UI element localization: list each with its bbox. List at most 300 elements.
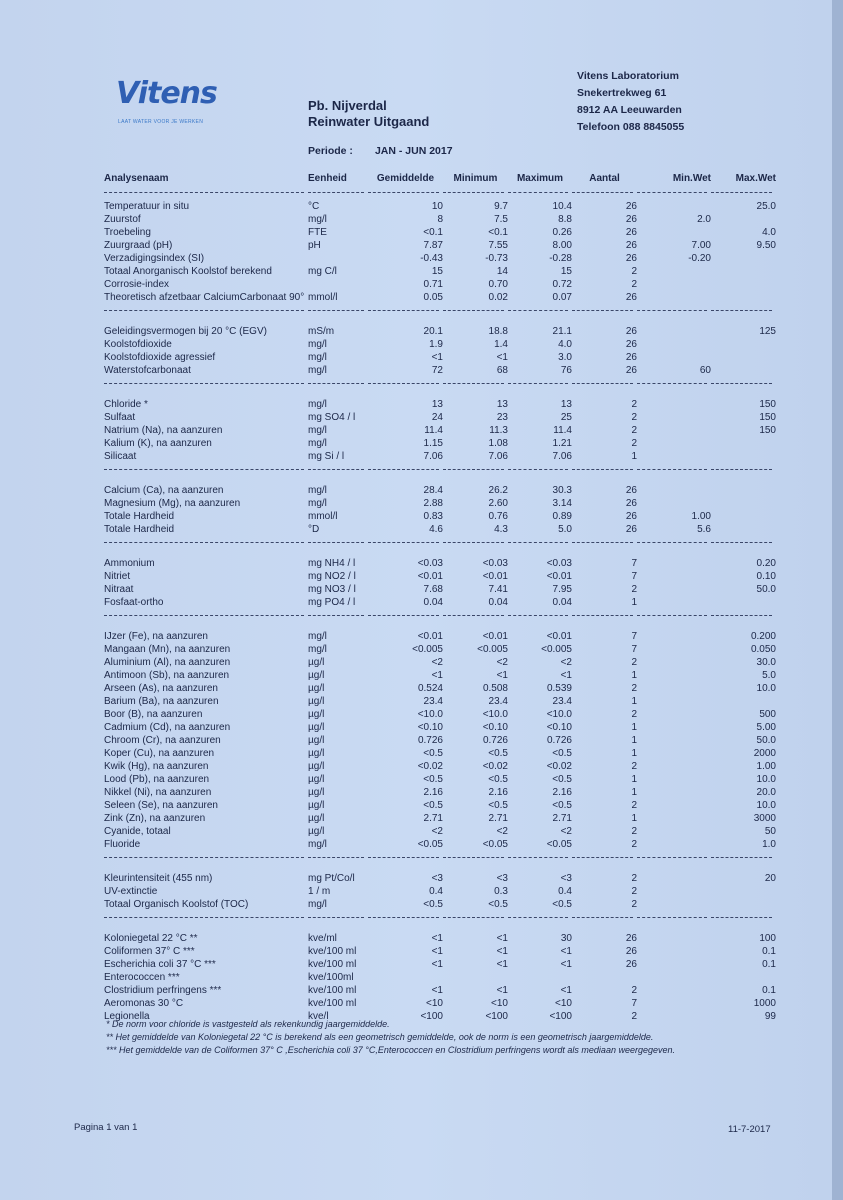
cell — [637, 265, 711, 278]
cell: Kleurintensiteit (455 nm) — [104, 873, 213, 884]
cell — [637, 799, 711, 812]
separator — [104, 186, 776, 200]
cell: 7 — [631, 998, 637, 1009]
cell: Corrosie-index — [104, 279, 170, 290]
cell: 2 — [631, 761, 637, 772]
table-row — [104, 682, 776, 695]
cell: Koolstofdioxide — [104, 339, 172, 350]
table-row — [104, 411, 776, 424]
spacer — [104, 865, 776, 872]
cell: <1 — [496, 352, 508, 363]
cell: 100 — [759, 933, 776, 944]
cell — [637, 450, 711, 463]
cell: Cyanide, totaal — [104, 826, 171, 837]
cell: 5.0 — [762, 670, 776, 681]
cell: Verzadigingsindex (SI) — [104, 253, 205, 264]
table-row — [104, 364, 776, 377]
cell: mg/l — [308, 485, 327, 496]
cell: 7.06 — [423, 451, 443, 462]
table-row — [104, 760, 776, 773]
cell: °C — [308, 201, 320, 212]
cell: 2 — [631, 1011, 637, 1022]
cell: 30 — [560, 933, 572, 944]
cell: <2 — [560, 657, 572, 668]
cell: 26 — [625, 352, 637, 363]
cell: 26 — [625, 946, 637, 957]
cell: mg/l — [308, 498, 327, 509]
cell: µg/l — [308, 657, 325, 668]
cell — [637, 682, 711, 695]
cell: -0.73 — [485, 253, 508, 264]
cell: 3000 — [753, 813, 776, 824]
table-row — [104, 643, 776, 656]
cell — [711, 497, 776, 510]
cell: µg/l — [308, 787, 325, 798]
cell: 0.70 — [488, 279, 508, 290]
separator — [104, 851, 776, 865]
cell: 26 — [625, 933, 637, 944]
cell: <0.01 — [417, 631, 443, 642]
cell — [637, 984, 711, 997]
cell — [711, 971, 776, 984]
cell: 0.508 — [482, 683, 508, 694]
cell: 4.3 — [494, 524, 508, 535]
cell: 1 — [631, 670, 637, 681]
cell: Chroom (Cr), na aanzuren — [104, 735, 221, 746]
cell: 13 — [560, 399, 572, 410]
cell: 5.00 — [756, 722, 776, 733]
cell: 25.0 — [756, 201, 776, 212]
cell: Silicaat — [104, 451, 137, 462]
table-row — [104, 971, 776, 984]
cell: 9.7 — [494, 201, 508, 212]
cell: 2 — [631, 873, 637, 884]
cell: 26 — [625, 227, 637, 238]
spacer — [104, 318, 776, 325]
column-header: Gemiddelde — [376, 172, 435, 184]
location: Pb. Nijverdal — [308, 98, 387, 113]
cell: 2.88 — [423, 498, 443, 509]
cell: Koloniegetal 22 °C ** — [104, 933, 198, 944]
table-row — [104, 885, 776, 898]
cell: 26 — [625, 201, 637, 212]
cell: mS/m — [308, 326, 335, 337]
cell: 4.0 — [558, 339, 572, 350]
cell: 10.0 — [756, 800, 776, 811]
cell: <0.01 — [482, 571, 508, 582]
vitens-logo: Vitens LAAT WATER VOOR JE WERKEN — [116, 76, 217, 125]
cell — [637, 708, 711, 721]
table-row — [104, 351, 776, 364]
cell: 2 — [631, 584, 637, 595]
cell — [637, 997, 711, 1010]
column-header: Min.Wet — [672, 172, 711, 184]
cell: <0.10 — [546, 722, 572, 733]
cell: mg/l — [308, 365, 327, 376]
cell: 7.06 — [552, 451, 572, 462]
cell: mg PO4 / l — [308, 597, 356, 608]
table-row — [104, 669, 776, 682]
cell: <100 — [485, 1011, 508, 1022]
cell: <1 — [496, 946, 508, 957]
cell: µg/l — [308, 761, 325, 772]
cell — [637, 747, 711, 760]
cell: mg/l — [308, 425, 327, 436]
cell: 150 — [759, 425, 776, 436]
cell: <0.01 — [546, 571, 572, 582]
cell: 4.6 — [429, 524, 443, 535]
cell — [637, 945, 711, 958]
cell: 2 — [631, 657, 637, 668]
spacer — [104, 550, 776, 557]
cell: <0.05 — [482, 839, 508, 850]
cell: <0.5 — [488, 800, 508, 811]
cell: 1 — [631, 597, 637, 608]
table-row — [104, 656, 776, 669]
cell — [711, 596, 776, 609]
cell: mg SO4 / l — [308, 412, 356, 423]
cell: Zink (Zn), na aanzuren — [104, 813, 206, 824]
separator — [104, 377, 776, 391]
cell: 0.76 — [488, 511, 508, 522]
cell — [637, 398, 711, 411]
cell: mg/l — [308, 352, 327, 363]
cell: 72 — [431, 365, 443, 376]
cell: 26 — [625, 240, 637, 251]
cell: Theoretisch afzetbaar CalciumCarbonaat 90° — [104, 292, 305, 303]
cell: 25 — [560, 412, 572, 423]
cell: 2000 — [753, 748, 776, 759]
cell: Enterococcen *** — [104, 972, 180, 983]
table-row — [104, 799, 776, 812]
cell: mg/l — [308, 899, 327, 910]
cell: Mangaan (Mn), na aanzuren — [104, 644, 231, 655]
cell: IJzer (Fe), na aanzuren — [104, 631, 208, 642]
cell: 1.00 — [756, 761, 776, 772]
report-date: 11-7-2017 — [728, 1124, 771, 1135]
column-header: Aantal — [589, 172, 620, 184]
table-row — [104, 747, 776, 760]
cell — [637, 643, 711, 656]
cell: 0.200 — [750, 631, 776, 642]
cell: 0.10 — [756, 571, 776, 582]
subtitle: Reinwater Uitgaand — [308, 114, 430, 129]
cell: 26 — [625, 498, 637, 509]
table-row — [104, 898, 776, 911]
cell: mg/l — [308, 839, 327, 850]
cell: Lood (Pb), na aanzuren — [104, 774, 210, 785]
cell: 1 — [631, 722, 637, 733]
cell: 1 — [631, 451, 637, 462]
cell — [711, 291, 776, 304]
cell: Boor (B), na aanzuren — [104, 709, 203, 720]
cell: <1 — [431, 352, 443, 363]
cell: <10 — [426, 998, 443, 1009]
cell — [637, 898, 711, 911]
cell: Aeromonas 30 °C — [104, 998, 184, 1009]
cell: kve/ml — [308, 933, 337, 944]
cell: 0.07 — [552, 292, 572, 303]
cell: <1 — [496, 985, 508, 996]
cell: 0.1 — [762, 985, 776, 996]
cell: <100 — [420, 1011, 443, 1022]
cell: 0.1 — [762, 946, 776, 957]
cell: mg C/l — [308, 266, 337, 277]
cell: kve/100 ml — [308, 998, 357, 1009]
cell: <0.02 — [482, 761, 508, 772]
cell: 5.6 — [697, 524, 711, 535]
table-row — [104, 338, 776, 351]
cell: Temperatuur in situ — [104, 201, 190, 212]
cell: Kwik (Hg), na aanzuren — [104, 761, 209, 772]
table-row — [104, 773, 776, 786]
cell: 23.4 — [423, 696, 443, 707]
page-edge — [832, 0, 843, 1200]
cell — [637, 825, 711, 838]
column-header: Eenheid — [308, 172, 347, 184]
cell: 0.524 — [417, 683, 443, 694]
cell: 26 — [625, 511, 637, 522]
cell: Fluoride — [104, 839, 141, 850]
cell: mg/l — [308, 438, 327, 449]
cell: 8.8 — [558, 214, 572, 225]
cell — [637, 885, 711, 898]
cell: Zuurstof — [104, 214, 141, 225]
cell: 1 — [631, 787, 637, 798]
cell: 30.3 — [552, 485, 572, 496]
cell: <0.5 — [552, 899, 572, 910]
cell: °D — [308, 524, 320, 535]
cell: <0.10 — [417, 722, 443, 733]
cell: 23.4 — [488, 696, 508, 707]
cell — [637, 971, 711, 984]
table-row — [104, 786, 776, 799]
cell: 1.4 — [494, 339, 508, 350]
cell — [637, 695, 711, 708]
cell — [637, 630, 711, 643]
cell: 26 — [625, 959, 637, 970]
table-row — [104, 570, 776, 583]
cell: <1 — [560, 946, 572, 957]
cell: 20.1 — [423, 326, 443, 337]
cell: -0.20 — [688, 253, 711, 264]
cell: µg/l — [308, 670, 325, 681]
cell: mg/l — [308, 339, 327, 350]
cell: 26 — [625, 339, 637, 350]
cell: 76 — [560, 365, 572, 376]
cell: 0.20 — [756, 558, 776, 569]
table-row — [104, 932, 776, 945]
cell — [711, 252, 776, 265]
cell: 23 — [496, 412, 508, 423]
cell — [637, 669, 711, 682]
cell: Waterstofcarbonaat — [104, 365, 191, 376]
cell: <1 — [560, 670, 572, 681]
cell: kve/100 ml — [308, 959, 357, 970]
cell: 2 — [631, 899, 637, 910]
cell: UV-extinctie — [104, 886, 158, 897]
cell: 2 — [631, 709, 637, 720]
cell: 1.15 — [423, 438, 443, 449]
cell: 68 — [496, 365, 508, 376]
cell: 13 — [431, 399, 443, 410]
cell: 11.3 — [489, 425, 508, 436]
cell: 8.00 — [552, 240, 572, 251]
table-row — [104, 872, 776, 885]
cell: <0.01 — [546, 631, 572, 642]
cell: mg NH4 / l — [308, 558, 356, 569]
cell: Arseen (As), na aanzuren — [104, 683, 218, 694]
cell: 0.726 — [482, 735, 508, 746]
cell: <2 — [431, 657, 443, 668]
cell: <2 — [496, 657, 508, 668]
cell: <0.5 — [552, 800, 572, 811]
cell: 0.83 — [423, 511, 443, 522]
cell — [637, 338, 711, 351]
cell — [711, 484, 776, 497]
cell: <1 — [496, 959, 508, 970]
cell: 11.4 — [553, 425, 572, 436]
cell: 7.06 — [488, 451, 508, 462]
cell — [637, 812, 711, 825]
cell — [637, 760, 711, 773]
cell: 0.4 — [558, 886, 572, 897]
cell: <0.005 — [541, 644, 572, 655]
cell: Nikkel (Ni), na aanzuren — [104, 787, 212, 798]
cell — [637, 570, 711, 583]
cell: 10.4 — [552, 201, 572, 212]
cell: mg/l — [308, 631, 327, 642]
table-row — [104, 213, 776, 226]
cell — [711, 265, 776, 278]
cell: <10.0 — [546, 709, 572, 720]
cell: Troebeling — [104, 227, 151, 238]
cell: <0.02 — [546, 761, 572, 772]
table-row — [104, 239, 776, 252]
table-row — [104, 450, 776, 463]
cell: 7.55 — [488, 240, 508, 251]
cell — [711, 885, 776, 898]
cell: -0.43 — [420, 253, 443, 264]
cell: 26.2 — [488, 485, 508, 496]
cell: 7.95 — [552, 584, 572, 595]
cell — [711, 278, 776, 291]
cell: Geleidingsvermogen bij 20 °C (EGV) — [104, 326, 267, 337]
cell: 26 — [625, 214, 637, 225]
cell: <0.005 — [412, 644, 443, 655]
cell: 2.0 — [697, 214, 711, 225]
cell: 15 — [560, 266, 572, 277]
cell: 10.0 — [756, 774, 776, 785]
cell: 50 — [764, 826, 776, 837]
separator — [104, 304, 776, 318]
table-row — [104, 630, 776, 643]
table-row — [104, 997, 776, 1010]
cell: <0.5 — [488, 748, 508, 759]
cell: <1 — [496, 670, 508, 681]
cell: Zuurgraad (pH) — [104, 240, 173, 251]
cell: <1 — [560, 959, 572, 970]
cell — [637, 226, 711, 239]
cell: 60 — [699, 365, 711, 376]
cell: mg NO2 / l — [308, 571, 356, 582]
cell: <1 — [431, 959, 443, 970]
cell: 21.1 — [552, 326, 572, 337]
cell: Fosfaat-ortho — [104, 597, 164, 608]
column-header: Maximum — [516, 172, 564, 184]
cell: <0.05 — [417, 839, 443, 850]
cell: 2 — [631, 399, 637, 410]
separator — [104, 911, 776, 925]
table-row — [104, 945, 776, 958]
cell — [308, 252, 368, 265]
cell: 2 — [631, 886, 637, 897]
cell: Totaal Anorganisch Koolstof berekend — [104, 266, 272, 277]
spacer — [104, 623, 776, 630]
cell: 1.00 — [691, 511, 711, 522]
cell: Ammonium — [104, 558, 155, 569]
spacer — [104, 477, 776, 484]
separator — [104, 609, 776, 623]
cell: 23.4 — [552, 696, 572, 707]
cell: 1.9 — [429, 339, 443, 350]
cell: <0.10 — [482, 722, 508, 733]
cell: Koolstofdioxide agressief — [104, 352, 216, 363]
cell: 26 — [625, 326, 637, 337]
spacer — [104, 391, 776, 398]
cell: <10.0 — [417, 709, 443, 720]
cell: 7.5 — [494, 214, 508, 225]
cell: <1 — [431, 946, 443, 957]
cell — [711, 437, 776, 450]
table-row — [104, 721, 776, 734]
analysis-table — [104, 170, 776, 1023]
cell: µg/l — [308, 735, 325, 746]
cell: <10 — [555, 998, 572, 1009]
cell: 5.0 — [558, 524, 572, 535]
cell: 50.0 — [756, 584, 776, 595]
table-row — [104, 497, 776, 510]
cell: 1 — [631, 774, 637, 785]
cell: 2.60 — [488, 498, 508, 509]
cell: Legionella — [104, 1011, 150, 1022]
cell: 0.050 — [750, 644, 776, 655]
cell: mg Si / l — [308, 451, 345, 462]
table-row — [104, 838, 776, 851]
cell: <1 — [431, 670, 443, 681]
cell: Koper (Cu), na aanzuren — [104, 748, 215, 759]
cell: 10.0 — [756, 683, 776, 694]
cell: 2 — [631, 826, 637, 837]
cell: 4.0 — [762, 227, 776, 238]
cell: <0.02 — [417, 761, 443, 772]
cell — [711, 510, 776, 523]
cell: 0.04 — [423, 597, 443, 608]
cell: 26 — [625, 365, 637, 376]
cell: 2.71 — [552, 813, 572, 824]
cell: 28.4 — [423, 485, 443, 496]
cell: 0.71 — [423, 279, 443, 290]
cell — [637, 291, 711, 304]
cell: 7.87 — [423, 240, 443, 251]
cell — [637, 773, 711, 786]
table-header — [104, 170, 776, 186]
table-row — [104, 695, 776, 708]
cell: Calcium (Ca), na aanzuren — [104, 485, 224, 496]
cell: 9.50 — [756, 240, 776, 251]
cell: 1 — [631, 735, 637, 746]
cell — [637, 278, 711, 291]
